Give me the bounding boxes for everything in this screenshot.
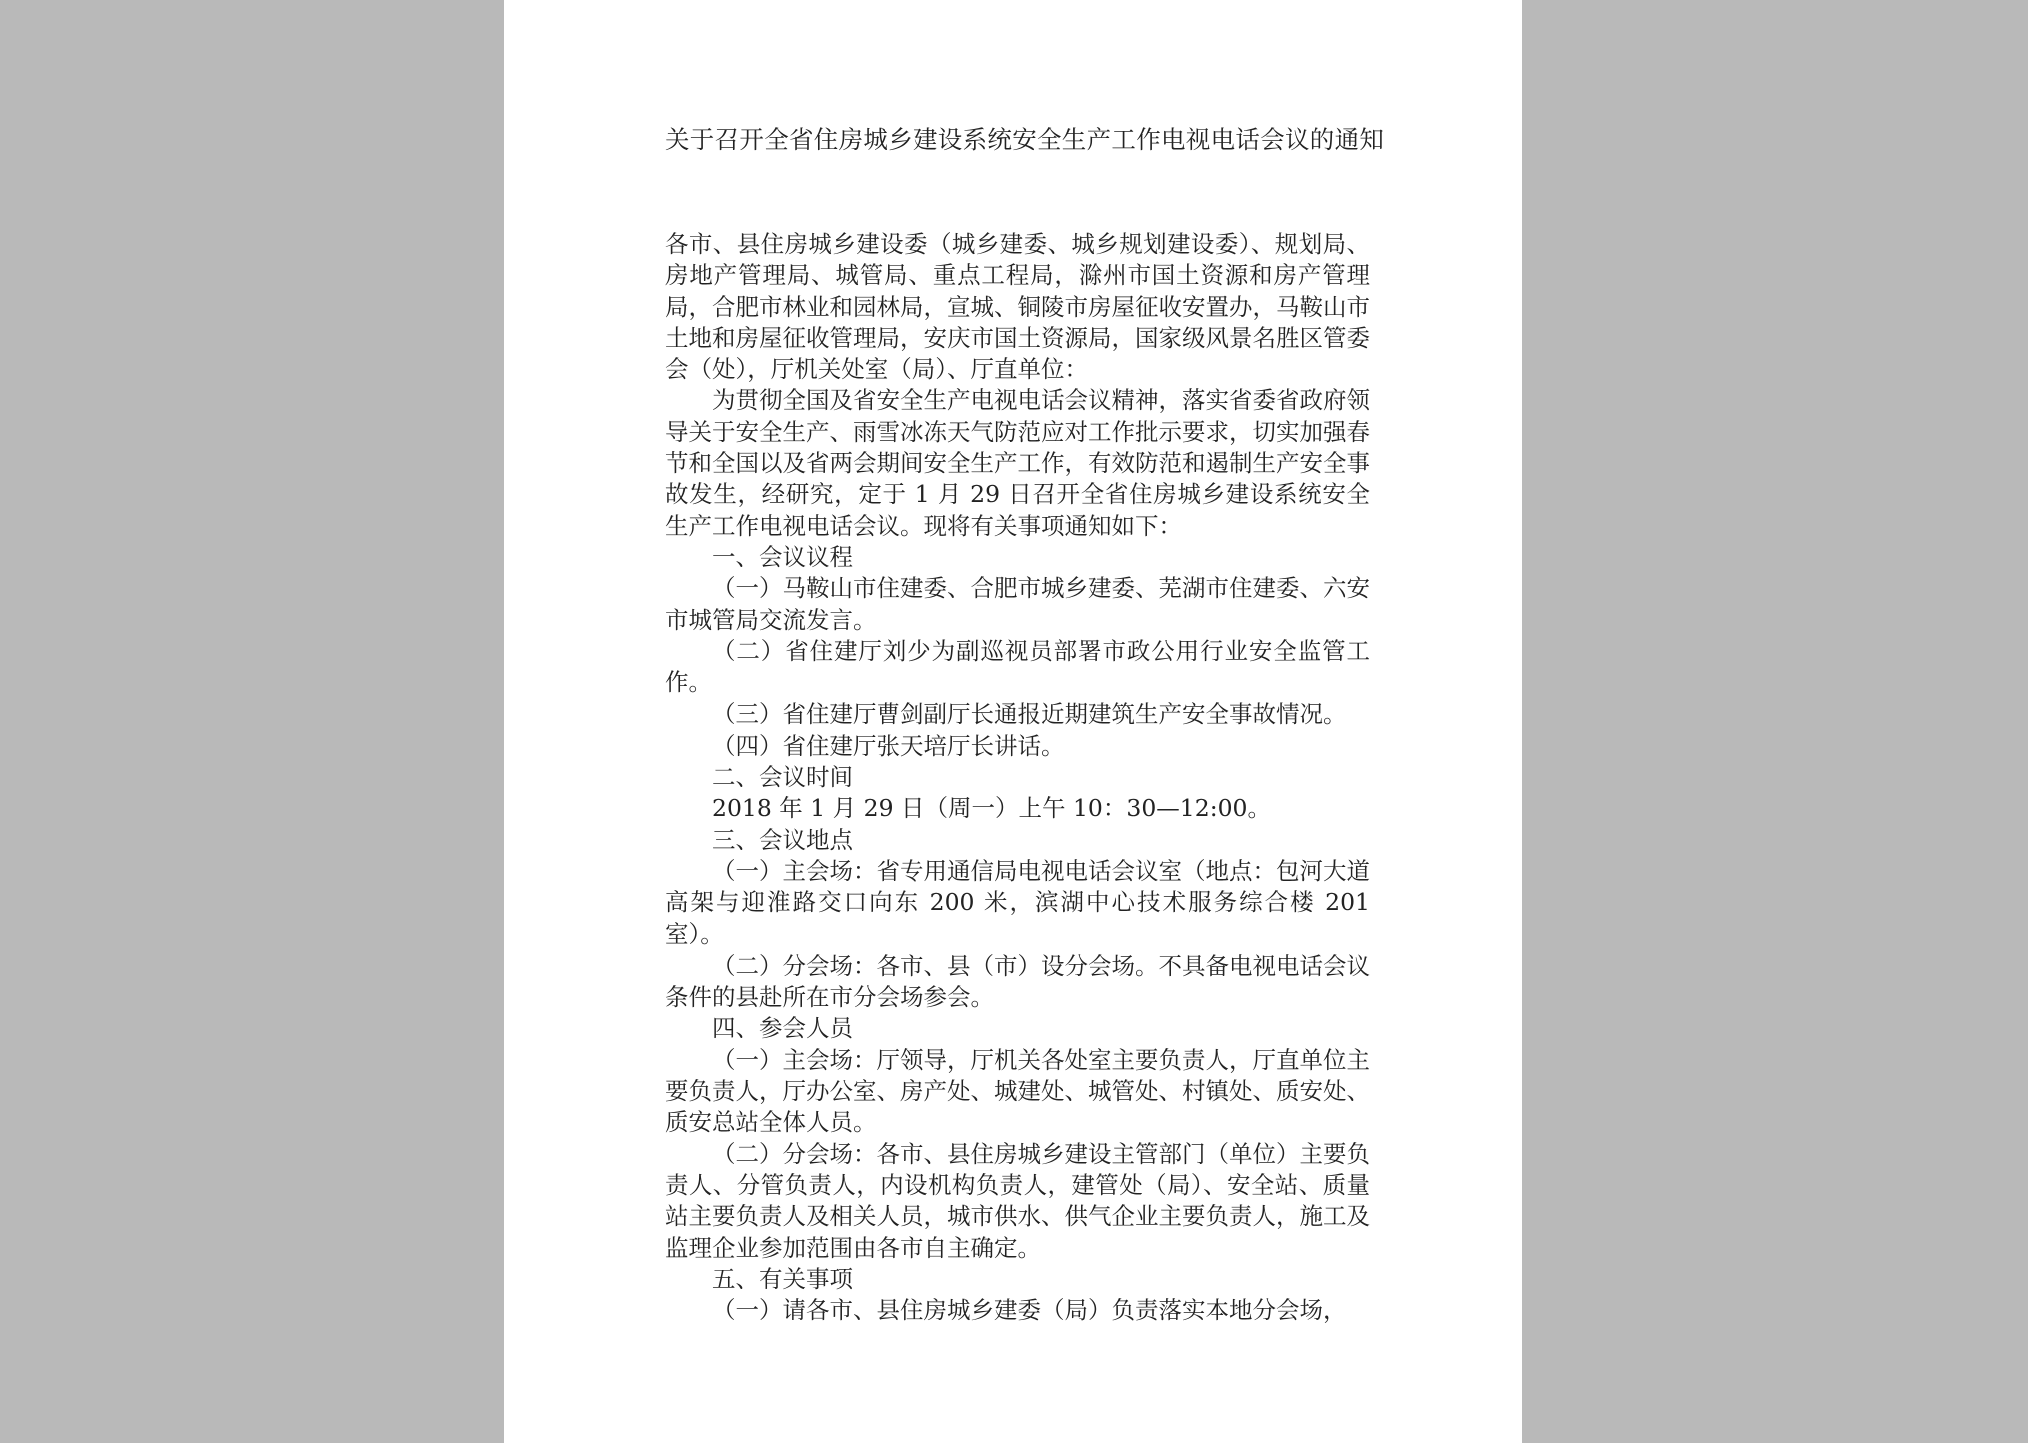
agenda-item-2: （二）省住建厅刘少为副巡视员部署市政公用行业安全监管工作。 — [665, 636, 1370, 697]
intro-paragraph: 为贯彻全国及省安全生产电视电话会议精神，落实省委省政府领导关于安全生产、雨雪冰冻天气防范应对工作批示要求，切实加强春节和全国以及省两会期间安全生产工作，有效防范和遏制生产安全事故发生，经研究，定于 1 月 29 日召开全省住房城乡建设系统安全生产工作电视电话会议。现将有关事项通知如下： — [665, 386, 1370, 540]
section-heading-attendees: 四、参会人员 — [712, 1014, 853, 1043]
location-branch-venue: （二）分会场：各市、县（市）设分会场。不具备电视电话会议条件的县赴所在市分会场参会。 — [665, 951, 1370, 1012]
section-heading-agenda: 一、会议议程 — [712, 542, 853, 571]
page-content — [665, 124, 1385, 1326]
attendees-main-venue: （一）主会场：厅领导，厅机关各处室主要负责人，厅直单位主要负责人，厅办公室、房产处、城建处、城管处、村镇处、质安处、质安总站全体人员。 — [665, 1045, 1370, 1137]
location-main-venue: （一）主会场：省专用通信局电视电话会议室（地点：包河大道高架与迎淮路交口向东 200 米，滨湖中心技术服务综合楼 201 室）。 — [665, 856, 1370, 948]
section-heading-matters: 五、有关事项 — [712, 1264, 853, 1293]
meeting-time-text: 2018 年 1 月 29 日（周一）上午 10：30—12:00。 — [712, 794, 1272, 823]
agenda-item-4: （四）省住建厅张天培厅长讲话。 — [712, 731, 1065, 760]
matters-item-1: （一）请各市、县住房城乡建委（局）负责落实本地分会场， — [712, 1296, 1347, 1325]
agenda-item-1: （一）马鞍山市住建委、合肥市城乡建委、芜湖市住建委、六安市城管局交流发言。 — [665, 574, 1370, 634]
document-page — [504, 0, 1522, 1443]
addressee-paragraph: 各市、县住房城乡建设委（城乡建委、城乡规划建设委）、规划局、房地产管理局、城管局、重点工程局，滁州市国土资源和房产管理局，合肥市林业和园林局，宣城、铜陵市房屋征收安置办，马鞍山市土地和房屋征收管理局，安庆市国土资源局，国家级风景名胜区管委会（处），厅机关处室（局）、厅直单位： — [665, 230, 1370, 384]
section-heading-location: 三、会议地点 — [712, 825, 853, 854]
section-heading-time: 二、会议时间 — [712, 763, 853, 792]
document-title: 关于召开全省住房城乡建设系统安全生产工作电视电话会议的通知 — [665, 125, 1385, 154]
agenda-item-3: （三）省住建厅曹剑副厅长通报近期建筑生产安全事故情况。 — [712, 700, 1347, 729]
attendees-branch-venue: （二）分会场：各市、县住房城乡建设主管部门（单位）主要负责人、分管负责人，内设机构负责人，建管处（局）、安全站、质量站主要负责人及相关人员，城市供水、供气企业主要负责人，施工及监理企业参加范围由各市自主确定。 — [665, 1139, 1370, 1262]
